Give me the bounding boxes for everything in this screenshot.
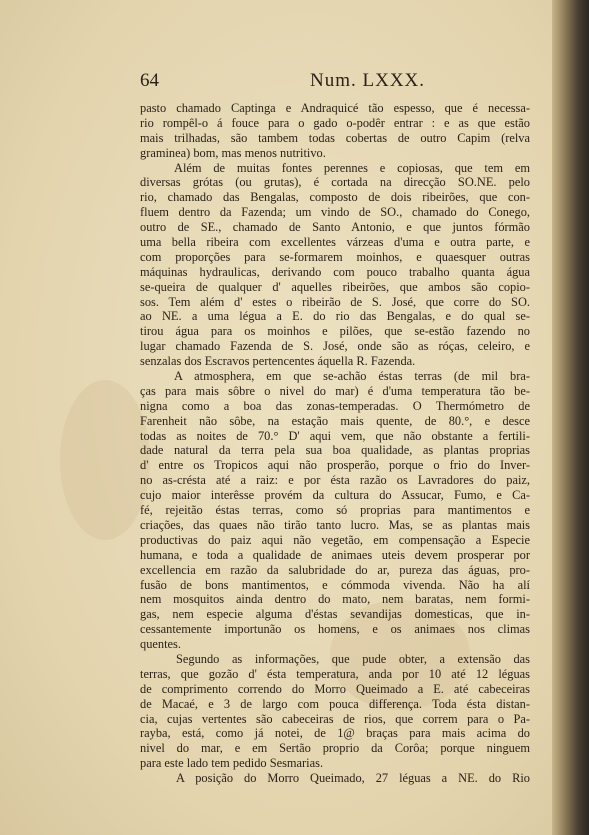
text-line: ao NE. a uma légua a E. do rio das Bengalas, e do qual se- — [140, 309, 530, 324]
text-line: rio rompêl-o á fouce para o gado o-podêr entrar : e as que estão — [140, 115, 530, 130]
text-line: senzalas dos Escravos pertencentes áquella R. Fazenda. — [140, 354, 416, 369]
page-title: Num. LXXX. — [310, 70, 426, 91]
text-line: fé, rejeitão éstas terras, como só proprias para mantimentos e — [140, 503, 530, 518]
text-line: lugar chamado Fazenda de S. José, onde são as róças, celeiro, e — [140, 339, 530, 354]
text-line: com proporções para se-formarem moinhos, e quaesquer outras — [140, 249, 530, 264]
text-line: máquinas hydraulicas, derivando com pouco trabalho quanta água — [140, 264, 530, 279]
text-line: pasto chamado Captinga e Andraquicé tão espesso, que é necessa- — [140, 101, 530, 115]
page-header — [140, 70, 530, 96]
text-line: se-queira de qualquer d' aquelles ribeirões, que ambos são copio- — [140, 279, 530, 294]
text-line: nem mosquitos ainda dentro do mato, nem baratas, nem formi- — [140, 592, 530, 607]
text-line: Farenheit não sôbe, na estação mais quente, de 80.°, e desce — [140, 413, 530, 428]
text-line: quentes. — [140, 637, 181, 652]
text-line: productivas do paiz aqui não vegetão, em compensação a Especie — [140, 532, 530, 547]
text-line: ças para mais sôbre o nivel do mar) é d'uma temperatura tão be- — [140, 383, 530, 398]
text-line: no as-crésta até a raiz: e por ésta razão os Lavradores do paiz, — [140, 473, 530, 488]
body-text — [140, 101, 530, 786]
text-line: cia, cujas vertentes são cabeceiras de rios, que correm para o Pa- — [140, 711, 530, 726]
text-line: mais trilhadas, são tambem todas cobertas de outro Capim (relva — [140, 130, 530, 145]
text-line: d' entre os Tropicos aqui não prosperão, porque o frio do Inver- — [140, 458, 530, 473]
text-line: gas, nem especie alguma d'éstas sevandijas domesticas, que in- — [140, 607, 530, 622]
text-line: graminea) bom, mas menos nutritivo. — [140, 145, 326, 160]
text-line: cessantemente importunão os homens, e os animaes nos climas — [140, 622, 530, 637]
text-line: nivel do mar, e em Sertão proprio da Corôa; porque ninguem — [140, 741, 530, 756]
text-line: uma bella ribeira com excellentes várzeas d'uma e outra parte, e — [140, 235, 530, 250]
page-number: 64 — [140, 70, 159, 91]
text-line: humana, e toda a qualidade de animaes uteis devem prosperar por — [140, 547, 530, 562]
text-line: A posição do Morro Queimado, 27 léguas a NE. do Rio — [176, 771, 530, 786]
text-line: outro de SE., chamado de Santo Antonio, e que juntos fórmão — [140, 220, 530, 235]
text-line: excellencia em razão da salubridade do ar, pureza das águas, pro- — [140, 562, 530, 577]
text-line: para este lado tem pedido Sesmarias. — [140, 756, 324, 771]
page-stain — [60, 380, 150, 540]
text-line: sos. Tem além d' estes o ribeirão de S. José, que corre do SO. — [140, 294, 530, 309]
text-line: de Macaé, e 3 de largo com pouca differença. Toda ésta distan- — [140, 696, 530, 711]
text-line: A atmosphera, em que se-achão éstas terras (de mil bra- — [174, 369, 530, 384]
text-line: dade natural da terra pela sua boa qualidade, as plantas proprias — [140, 443, 530, 458]
text-line: rio, chamado das Bengalas, composto de dois ribeirões, que con- — [140, 190, 530, 205]
book-spine-edge — [552, 0, 589, 835]
text-line: fusão de bons mantimentos, e cómmoda vivenda. Não ha alí — [140, 577, 530, 592]
text-line: todas as noites de 70.° D' aqui vem, que não obstante a fertili- — [140, 428, 530, 443]
text-line: Além de muitas fontes perennes e copiosas, que tem em — [174, 160, 530, 175]
text-line: de comprimento correndo do Morro Queimado a E. até cabeceiras — [140, 681, 530, 696]
text-line: tirou água para os moinhos e pilões, que se-estão fazendo no — [140, 324, 530, 339]
text-line: fluem dentro da Fazenda; um vindo de SO., chamado do Conego, — [140, 205, 530, 220]
text-line: diversas grótas (ou grutas), é cortada na direcção SO.NE. pelo — [140, 175, 530, 190]
text-line: cujo maior interêsse provém da cultura do Assucar, Fumo, e Ca- — [140, 488, 530, 503]
text-line: rayba, está, como já notei, de 1@ braças para mais acima do — [140, 726, 530, 741]
text-line: nigna como a boa das zonas-temperadas. O Thermómetro de — [140, 398, 530, 413]
text-line: terras, que gozão d' ésta temperatura, anda por 10 até 12 léguas — [140, 666, 530, 681]
text-line: Segundo as informações, que pude obter, a extensão das — [176, 651, 530, 666]
text-line: criações, das quaes não tirão tanto lucro. Mas, se as plantas mais — [140, 517, 530, 532]
